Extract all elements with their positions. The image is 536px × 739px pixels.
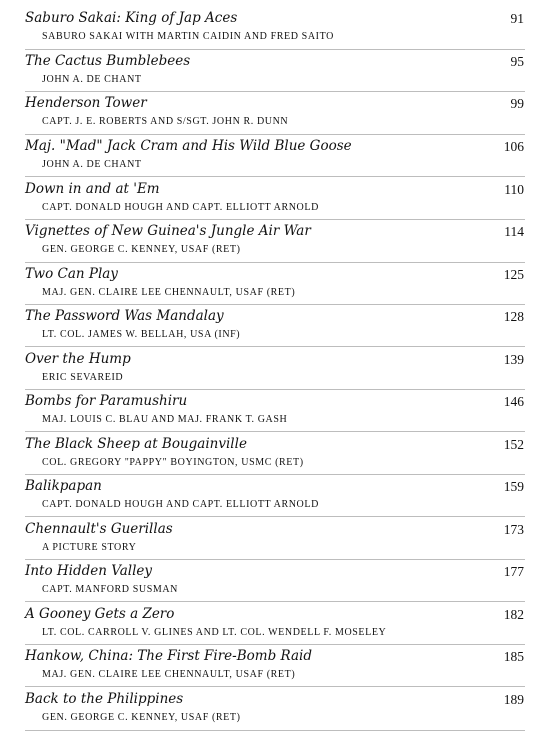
entry-author: ERIC SEVAREID [42,372,124,383]
entry-title: Hankow, China: The First Fire-Bomb Raid [25,648,313,664]
divider [25,559,525,560]
entry-title: Over the Hump [25,351,131,367]
divider [25,644,525,645]
toc-entry [0,690,536,730]
entry-title: The Cactus Bumblebees [25,53,191,69]
toc-entry [0,392,536,432]
divider [25,91,525,92]
entry-author: A PICTURE STORY [42,542,137,553]
entry-title: Saburo Sakai: King of Jap Aces [25,10,238,26]
toc-entry [0,52,536,92]
toc-entry [0,265,536,305]
divider [25,516,525,517]
divider [25,431,525,432]
entry-page-number: 185 [503,649,524,664]
toc-entry [0,435,536,475]
entry-title: A Gooney Gets a Zero [25,606,175,622]
entry-page-number: 182 [503,607,524,622]
entry-title: Vignettes of New Guinea's Jungle Air War [25,223,311,239]
entry-page-number: 91 [510,11,524,26]
divider [25,262,525,263]
toc-entry [0,647,536,687]
entry-page-number: 152 [503,437,524,452]
entry-author: JOHN A. DE CHANT [42,159,142,170]
entry-title: Bombs for Paramushiru [25,393,188,409]
divider [25,346,525,347]
entry-title: Henderson Tower [25,95,147,111]
toc-entry [0,477,536,517]
divider [25,49,525,50]
entry-page-number: 95 [510,54,524,69]
entry-author: MAJ. GEN. CLAIRE LEE CHENNAULT, USAF (RET) [42,287,296,298]
entry-author: SABURO SAKAI WITH MARTIN CAIDIN AND FRED SAITO [42,31,334,42]
divider [25,219,525,220]
entry-author: JOHN A. DE CHANT [42,74,142,85]
entry-title: The Password Was Mandalay [25,308,224,324]
entry-author: CAPT. DONALD HOUGH AND CAPT. ELLIOTT ARNOLD [42,499,319,510]
toc-entry [0,180,536,220]
entry-page-number: 146 [503,394,524,409]
entry-author: GEN. GEORGE C. KENNEY, USAF (RET) [42,244,241,255]
entry-page-number: 177 [503,564,524,579]
entry-title: Two Can Play [25,266,118,282]
toc-entry [0,350,536,390]
entry-page-number: 106 [503,139,524,154]
divider [25,686,525,687]
entry-author: MAJ. LOUIS C. BLAU AND MAJ. FRANK T. GASH [42,414,288,425]
entry-author: LT. COL. CARROLL V. GLINES AND LT. COL. WENDELL F. MOSELEY [42,627,387,638]
entry-title: Down in and at 'Em [25,181,160,197]
entry-page-number: 99 [510,96,524,111]
toc-entry [0,307,536,347]
toc-entry [0,520,536,560]
entry-page-number: 189 [503,692,524,707]
entry-author: GEN. GEORGE C. KENNEY, USAF (RET) [42,712,241,723]
entry-author: MAJ. GEN. CLAIRE LEE CHENNAULT, USAF (RET) [42,669,296,680]
entry-page-number: 128 [503,309,524,324]
entry-author: CAPT. MANFORD SUSMAN [42,584,179,595]
entry-author: CAPT. DONALD HOUGH AND CAPT. ELLIOTT ARNOLD [42,202,319,213]
entry-title: Back to the Philippines [25,691,184,707]
divider [25,601,525,602]
entry-title: The Black Sheep at Bougainville [25,436,247,452]
entry-page-number: 110 [504,182,524,197]
entry-page-number: 125 [503,267,524,282]
divider [25,304,525,305]
divider [25,730,525,731]
toc-entry [0,562,536,602]
entry-author: CAPT. J. E. ROBERTS AND S/SGT. JOHN R. DUNN [42,116,289,127]
entry-title: Balikpapan [25,478,102,494]
entry-author: LT. COL. JAMES W. BELLAH, USA (INF) [42,329,241,340]
divider [25,134,525,135]
entry-title: Chennault's Guerillas [25,521,173,537]
toc-entry [0,222,536,262]
toc-entry [0,137,536,177]
divider [25,389,525,390]
entry-page-number: 173 [503,522,524,537]
toc-entry [0,94,536,134]
entry-page-number: 159 [503,479,524,494]
divider [25,176,525,177]
entry-author: COL. GREGORY "PAPPY" BOYINGTON, USMC (RET) [42,457,304,468]
divider [25,474,525,475]
toc-entry [0,605,536,645]
entry-title: Maj. "Mad" Jack Cram and His Wild Blue Goose [25,138,352,154]
entry-page-number: 139 [503,352,524,367]
entry-page-number: 114 [504,224,524,239]
entry-title: Into Hidden Valley [25,563,153,579]
toc-entry [0,9,536,49]
